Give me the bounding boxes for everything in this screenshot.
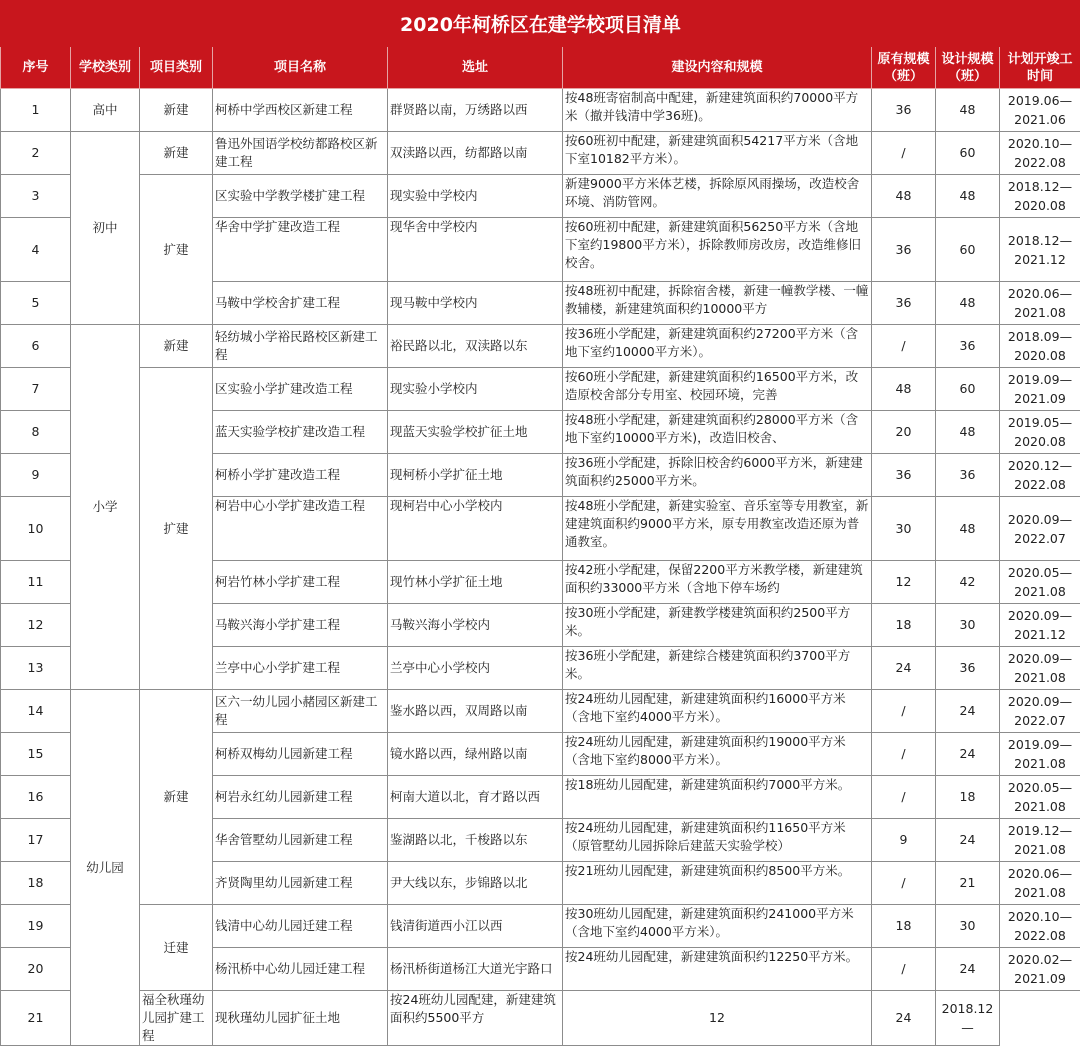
- cell-design-scale: 24: [936, 948, 1000, 991]
- header-plan-time: [1000, 47, 1080, 89]
- header-school-type: 学校类别: [71, 47, 140, 89]
- plan-end: 2021.08: [1002, 582, 1078, 601]
- cell-project-type: 新建: [140, 325, 213, 368]
- cell-original-scale: 18: [872, 604, 936, 647]
- plan-start: 2018.09—: [1002, 327, 1078, 346]
- cell-plan-time: [1000, 411, 1080, 454]
- cell-content: [563, 776, 872, 819]
- cell-plan-time: [1000, 175, 1080, 218]
- cell-project-name: 华舍管墅幼儿园新建工程: [213, 819, 388, 862]
- plan-end: 2021.08: [1002, 797, 1078, 816]
- cell-school-type: 幼儿园: [71, 690, 140, 1046]
- plan-start: 2018.12—: [938, 999, 997, 1037]
- content-text: 按60班初中配建，新建建筑面积56250平方米（含地下室约19800平方米），拆除教师房改房，改造维修旧校舍。: [565, 218, 869, 272]
- cell-original-scale: 36: [872, 89, 936, 132]
- cell-original-scale: /: [872, 948, 936, 991]
- cell-no: 3: [1, 175, 71, 218]
- content-text: 按24班幼儿园配建，新建建筑面积约5500平方: [390, 991, 560, 1027]
- cell-project-name: 马鞍兴海小学扩建工程: [213, 604, 388, 647]
- cell-content: [563, 497, 872, 561]
- cell-content: [563, 175, 872, 218]
- cell-design-scale: 48: [936, 282, 1000, 325]
- cell-no: 6: [1, 325, 71, 368]
- plan-start: 2019.12—: [1002, 821, 1078, 840]
- plan-start: 2020.06—: [1002, 284, 1078, 303]
- cell-location: 现实验小学校内: [388, 368, 563, 411]
- table-row: [1, 325, 1080, 368]
- header-row: [1, 47, 1080, 89]
- content-text: 按60班小学配建，新建建筑面积约16500平方米，改造原校舍部分专用室、校园环境，完善: [565, 368, 869, 404]
- cell-location: 兰亭中心小学校内: [388, 647, 563, 690]
- cell-content: [563, 368, 872, 411]
- cell-design-scale: 36: [936, 647, 1000, 690]
- cell-design-scale: 60: [936, 368, 1000, 411]
- cell-location: 尹大线以东，步锦路以北: [388, 862, 563, 905]
- cell-location: 柯南大道以北，育才路以西: [388, 776, 563, 819]
- cell-project-name: 轻纺城小学裕民路校区新建工程: [213, 325, 388, 368]
- plan-end: 2021.12: [1002, 625, 1078, 644]
- header-no: 序号: [1, 47, 71, 89]
- cell-original-scale: 36: [872, 218, 936, 282]
- plan-start: 2020.02—: [1002, 950, 1078, 969]
- cell-plan-time: [1000, 454, 1080, 497]
- cell-project-name: 柯桥小学扩建改造工程: [213, 454, 388, 497]
- plan-start: 2020.10—: [1002, 907, 1078, 926]
- content-text: 按48班小学配建，新建建筑面积约28000平方米（含地下室约10000平方米)，改造旧校舍、: [565, 411, 869, 447]
- plan-end: 2020.08: [1002, 346, 1078, 365]
- cell-no: 15: [1, 733, 71, 776]
- table-row: [1, 690, 1080, 733]
- cell-original-scale: /: [872, 132, 936, 175]
- cell-original-scale: 48: [872, 368, 936, 411]
- header-original-scale: [872, 47, 936, 89]
- cell-project-name: 柯岩竹林小学扩建工程: [213, 561, 388, 604]
- cell-design-scale: 36: [936, 454, 1000, 497]
- cell-original-scale: 12: [563, 991, 872, 1046]
- cell-school-type: 初中: [71, 132, 140, 325]
- content-text: 按36班小学配建，新建综合楼建筑面积约3700平方米。: [565, 647, 869, 683]
- cell-project-name: 蓝天实验学校扩建改造工程: [213, 411, 388, 454]
- cell-design-scale: 48: [936, 497, 1000, 561]
- cell-original-scale: 12: [872, 561, 936, 604]
- cell-content: [563, 690, 872, 733]
- cell-design-scale: 60: [936, 132, 1000, 175]
- cell-project-name: 区实验中学教学楼扩建工程: [213, 175, 388, 218]
- cell-location: 钱清街道西小江以西: [388, 905, 563, 948]
- cell-project-name: 柯桥双梅幼儿园新建工程: [213, 733, 388, 776]
- header-design-scale: [936, 47, 1000, 89]
- table-row: [1, 175, 1080, 218]
- cell-location: 鉴湖路以北，千梭路以东: [388, 819, 563, 862]
- cell-content: [563, 454, 872, 497]
- plan-start: 2020.09—: [1002, 649, 1078, 668]
- plan-start: 2020.05—: [1002, 563, 1078, 582]
- cell-plan-time: [1000, 604, 1080, 647]
- cell-content: [563, 325, 872, 368]
- cell-original-scale: 9: [872, 819, 936, 862]
- content-text: 按48班小学配建，新建实验室、音乐室等专用教室，新建建筑面积约9000平方米，原专用教室改造还原为普通教室。: [565, 497, 869, 551]
- cell-location: 马鞍兴海小学校内: [388, 604, 563, 647]
- cell-location: 现柯桥小学扩征土地: [388, 454, 563, 497]
- plan-end: 2021.08: [1002, 754, 1078, 773]
- table-row: [1, 89, 1080, 132]
- cell-project-name: 华舍中学扩建改造工程: [213, 218, 388, 282]
- cell-project-type: 扩建: [140, 175, 213, 325]
- header-content: 建设内容和规模: [563, 47, 872, 89]
- cell-location: 现实验中学校内: [388, 175, 563, 218]
- cell-no: 2: [1, 132, 71, 175]
- cell-design-scale: 18: [936, 776, 1000, 819]
- cell-original-scale: 36: [872, 282, 936, 325]
- cell-project-name: 兰亭中心小学扩建工程: [213, 647, 388, 690]
- cell-plan-time: [936, 991, 1000, 1046]
- content-text: 按24班幼儿园配建，新建建筑面积约11650平方米（原管墅幼儿园拆除后建蓝天实验学校）: [565, 819, 869, 855]
- cell-plan-time: [1000, 132, 1080, 175]
- plan-start: 2019.06—: [1002, 91, 1078, 110]
- plan-start: 2019.09—: [1002, 735, 1078, 754]
- cell-no: 9: [1, 454, 71, 497]
- cell-project-name: 鲁迅外国语学校纺都路校区新建工程: [213, 132, 388, 175]
- header-original-scale-line2: （班）: [884, 69, 923, 84]
- cell-school-type: 高中: [71, 89, 140, 132]
- cell-design-scale: 48: [936, 89, 1000, 132]
- cell-plan-time: [1000, 948, 1080, 991]
- cell-content: [563, 132, 872, 175]
- cell-project-type: 新建: [140, 132, 213, 175]
- cell-original-scale: 20: [872, 411, 936, 454]
- cell-content: [563, 561, 872, 604]
- cell-original-scale: /: [872, 690, 936, 733]
- content-text: 按36班小学配建，新建建筑面积约27200平方米（含地下室约10000平方米）。: [565, 325, 869, 361]
- cell-project-name: 区六一幼儿园小赭园区新建工程: [213, 690, 388, 733]
- cell-original-scale: /: [872, 862, 936, 905]
- cell-content: [563, 819, 872, 862]
- cell-plan-time: [1000, 690, 1080, 733]
- content-text: 按18班幼儿园配建，新建建筑面积约7000平方米。: [565, 776, 869, 794]
- table-row: [1, 132, 1080, 175]
- cell-content: [563, 733, 872, 776]
- cell-no: 13: [1, 647, 71, 690]
- plan-start: 2020.05—: [1002, 778, 1078, 797]
- cell-plan-time: [1000, 733, 1080, 776]
- plan-end: 2021.08: [1002, 668, 1078, 687]
- cell-no: 10: [1, 497, 71, 561]
- cell-plan-time: [1000, 776, 1080, 819]
- cell-location: 群贤路以南，万绣路以西: [388, 89, 563, 132]
- header-plan-time-line1: 计划开竣工: [1007, 52, 1072, 67]
- cell-plan-time: [1000, 89, 1080, 132]
- plan-end: 2021.08: [1002, 303, 1078, 322]
- content-text: 新建9000平方米体艺楼，拆除原风雨操场，改造校舍环境、消防管网。: [565, 175, 869, 211]
- plan-start: 2020.10—: [1002, 134, 1078, 153]
- cell-original-scale: 18: [872, 905, 936, 948]
- cell-no: 11: [1, 561, 71, 604]
- cell-design-scale: 60: [936, 218, 1000, 282]
- cell-design-scale: 42: [936, 561, 1000, 604]
- cell-location: 鉴水路以西，双周路以南: [388, 690, 563, 733]
- cell-design-scale: 30: [936, 604, 1000, 647]
- plan-start: 2018.12—: [1002, 177, 1078, 196]
- cell-no: 8: [1, 411, 71, 454]
- cell-project-name: 福全秋瑾幼儿园扩建工程: [140, 991, 213, 1046]
- plan-end: 2021.08: [1002, 840, 1078, 859]
- cell-content: [388, 991, 563, 1046]
- cell-location: 现竹林小学扩征土地: [388, 561, 563, 604]
- header-original-scale-line1: 原有规模: [877, 52, 929, 67]
- plan-end: 2021.09: [1002, 389, 1078, 408]
- plan-start: 2019.09—: [1002, 370, 1078, 389]
- cell-location: 现柯岩中心小学校内: [388, 497, 563, 561]
- cell-plan-time: [1000, 368, 1080, 411]
- plan-start: 2018.12—: [1002, 231, 1078, 250]
- plan-end: 2021.09: [1002, 969, 1078, 988]
- plan-end: 2020.08: [1002, 196, 1078, 215]
- content-text: 按36班小学配建，拆除旧校舍约6000平方米，新建建筑面积约25000平方米。: [565, 454, 869, 490]
- plan-start: 2020.06—: [1002, 864, 1078, 883]
- cell-design-scale: 30: [936, 905, 1000, 948]
- plan-end: 2021.12: [1002, 250, 1078, 269]
- cell-no: 16: [1, 776, 71, 819]
- cell-plan-time: [1000, 647, 1080, 690]
- cell-design-scale: 24: [936, 733, 1000, 776]
- cell-design-scale: 48: [936, 411, 1000, 454]
- content-text: 按24班幼儿园配建，新建建筑面积约16000平方米（含地下室约4000平方米）。: [565, 690, 869, 726]
- plan-end: 2021.06: [1002, 110, 1078, 129]
- cell-location: 杨汛桥街道杨江大道光宇路口: [388, 948, 563, 991]
- cell-project-type: 扩建: [140, 368, 213, 690]
- cell-no: 7: [1, 368, 71, 411]
- content-text: 按30班幼儿园配建，新建建筑面积约241000平方米（含地下室约4000平方米）。: [565, 905, 869, 941]
- cell-location: 现马鞍中学校内: [388, 282, 563, 325]
- cell-original-scale: /: [872, 325, 936, 368]
- cell-project-name: 柯岩中心小学扩建改造工程: [213, 497, 388, 561]
- cell-content: [563, 89, 872, 132]
- cell-plan-time: [1000, 282, 1080, 325]
- cell-project-name: 柯岩永红幼儿园新建工程: [213, 776, 388, 819]
- cell-design-scale: 24: [936, 690, 1000, 733]
- cell-plan-time: [1000, 862, 1080, 905]
- cell-school-type: 小学: [71, 325, 140, 690]
- cell-no: 5: [1, 282, 71, 325]
- plan-end: 2020.08: [1002, 432, 1078, 451]
- plan-end: 2022.07: [1002, 529, 1078, 548]
- cell-plan-time: [1000, 218, 1080, 282]
- cell-project-name: 齐贤陶里幼儿园新建工程: [213, 862, 388, 905]
- plan-start: 2020.12—: [1002, 456, 1078, 475]
- header-name: 项目名称: [213, 47, 388, 89]
- plan-start: 2019.05—: [1002, 413, 1078, 432]
- cell-original-scale: /: [872, 776, 936, 819]
- table-body: [1, 89, 1080, 1046]
- content-text: 按48班寄宿制高中配建，新建建筑面积约70000平方米（撤并钱清中学36班)。: [565, 89, 869, 125]
- cell-original-scale: 48: [872, 175, 936, 218]
- content-text: 按48班初中配建，拆除宿舍楼，新建一幢教学楼、一幢教辅楼，新建建筑面积约10000平方: [565, 282, 869, 318]
- cell-content: [563, 411, 872, 454]
- cell-design-scale: 24: [936, 819, 1000, 862]
- cell-location: 双渎路以西，纺都路以南: [388, 132, 563, 175]
- header-plan-time-line2: 时间: [1027, 69, 1053, 84]
- cell-plan-time: [1000, 561, 1080, 604]
- content-text: 按60班初中配建，新建建筑面积54217平方米（含地下室10182平方米）。: [565, 132, 869, 168]
- cell-no: 20: [1, 948, 71, 991]
- cell-original-scale: 24: [872, 647, 936, 690]
- cell-no: 19: [1, 905, 71, 948]
- table-title: 2020年柯桥区在建学校项目清单: [1, 1, 1080, 47]
- cell-original-scale: 30: [872, 497, 936, 561]
- cell-plan-time: [1000, 325, 1080, 368]
- cell-location: 现蓝天实验学校扩征土地: [388, 411, 563, 454]
- cell-project-name: 柯桥中学西校区新建工程: [213, 89, 388, 132]
- table-row: [1, 905, 1080, 948]
- cell-location: 裕民路以北，双渎路以东: [388, 325, 563, 368]
- header-project-type: 项目类别: [140, 47, 213, 89]
- header-location: 选址: [388, 47, 563, 89]
- table-row: [1, 368, 1080, 411]
- cell-content: [563, 282, 872, 325]
- plan-start: 2020.09—: [1002, 606, 1078, 625]
- cell-no: 18: [1, 862, 71, 905]
- content-text: 按21班幼儿园配建，新建建筑面积约8500平方米。: [565, 862, 869, 880]
- header-design-scale-line2: （班）: [948, 69, 987, 84]
- cell-project-type: 新建: [140, 89, 213, 132]
- plan-end: 2021.08: [1002, 883, 1078, 902]
- plan-start: 2020.09—: [1002, 510, 1078, 529]
- cell-no: 21: [1, 991, 71, 1046]
- content-text: 按24班幼儿园配建，新建建筑面积约19000平方米（含地下室约8000平方米）。: [565, 733, 869, 769]
- cell-content: [563, 862, 872, 905]
- cell-no: 14: [1, 690, 71, 733]
- cell-content: [563, 218, 872, 282]
- header-design-scale-line1: 设计规模: [941, 52, 993, 67]
- cell-project-name: 杨汛桥中心幼儿园迁建工程: [213, 948, 388, 991]
- plan-end: 2022.08: [1002, 475, 1078, 494]
- cell-no: 17: [1, 819, 71, 862]
- cell-content: [563, 905, 872, 948]
- content-text: 按24班幼儿园配建，新建建筑面积约12250平方米。: [565, 948, 869, 966]
- cell-design-scale: 36: [936, 325, 1000, 368]
- cell-project-name: 马鞍中学校舍扩建工程: [213, 282, 388, 325]
- cell-project-type: 迁建: [140, 905, 213, 991]
- content-text: 按42班小学配建，保留2200平方米教学楼，新建建筑面积约33000平方米（含地下停车场约: [565, 561, 869, 597]
- cell-location: 现华舍中学校内: [388, 218, 563, 282]
- plan-end: 2022.08: [1002, 926, 1078, 945]
- cell-content: [563, 604, 872, 647]
- cell-plan-time: [1000, 819, 1080, 862]
- cell-project-name: 钱清中心幼儿园迁建工程: [213, 905, 388, 948]
- plan-start: 2020.09—: [1002, 692, 1078, 711]
- cell-no: 1: [1, 89, 71, 132]
- content-text: 按30班小学配建，新建教学楼建筑面积约2500平方米。: [565, 604, 869, 640]
- cell-no: 4: [1, 218, 71, 282]
- cell-original-scale: /: [872, 733, 936, 776]
- plan-end: 2022.07: [1002, 711, 1078, 730]
- cell-no: 12: [1, 604, 71, 647]
- cell-plan-time: [1000, 905, 1080, 948]
- cell-original-scale: 36: [872, 454, 936, 497]
- cell-content: [563, 948, 872, 991]
- cell-project-name: 区实验小学扩建改造工程: [213, 368, 388, 411]
- plan-end: 2022.08: [1002, 153, 1078, 172]
- cell-location: 镜水路以西，绿州路以南: [388, 733, 563, 776]
- cell-design-scale: 24: [872, 991, 936, 1046]
- table-row: [1, 991, 1080, 1046]
- cell-design-scale: 21: [936, 862, 1000, 905]
- cell-project-type: 新建: [140, 690, 213, 905]
- cell-location: 现秋瑾幼儿园扩征土地: [213, 991, 388, 1046]
- cell-content: [563, 647, 872, 690]
- cell-plan-time: [1000, 497, 1080, 561]
- cell-design-scale: 48: [936, 175, 1000, 218]
